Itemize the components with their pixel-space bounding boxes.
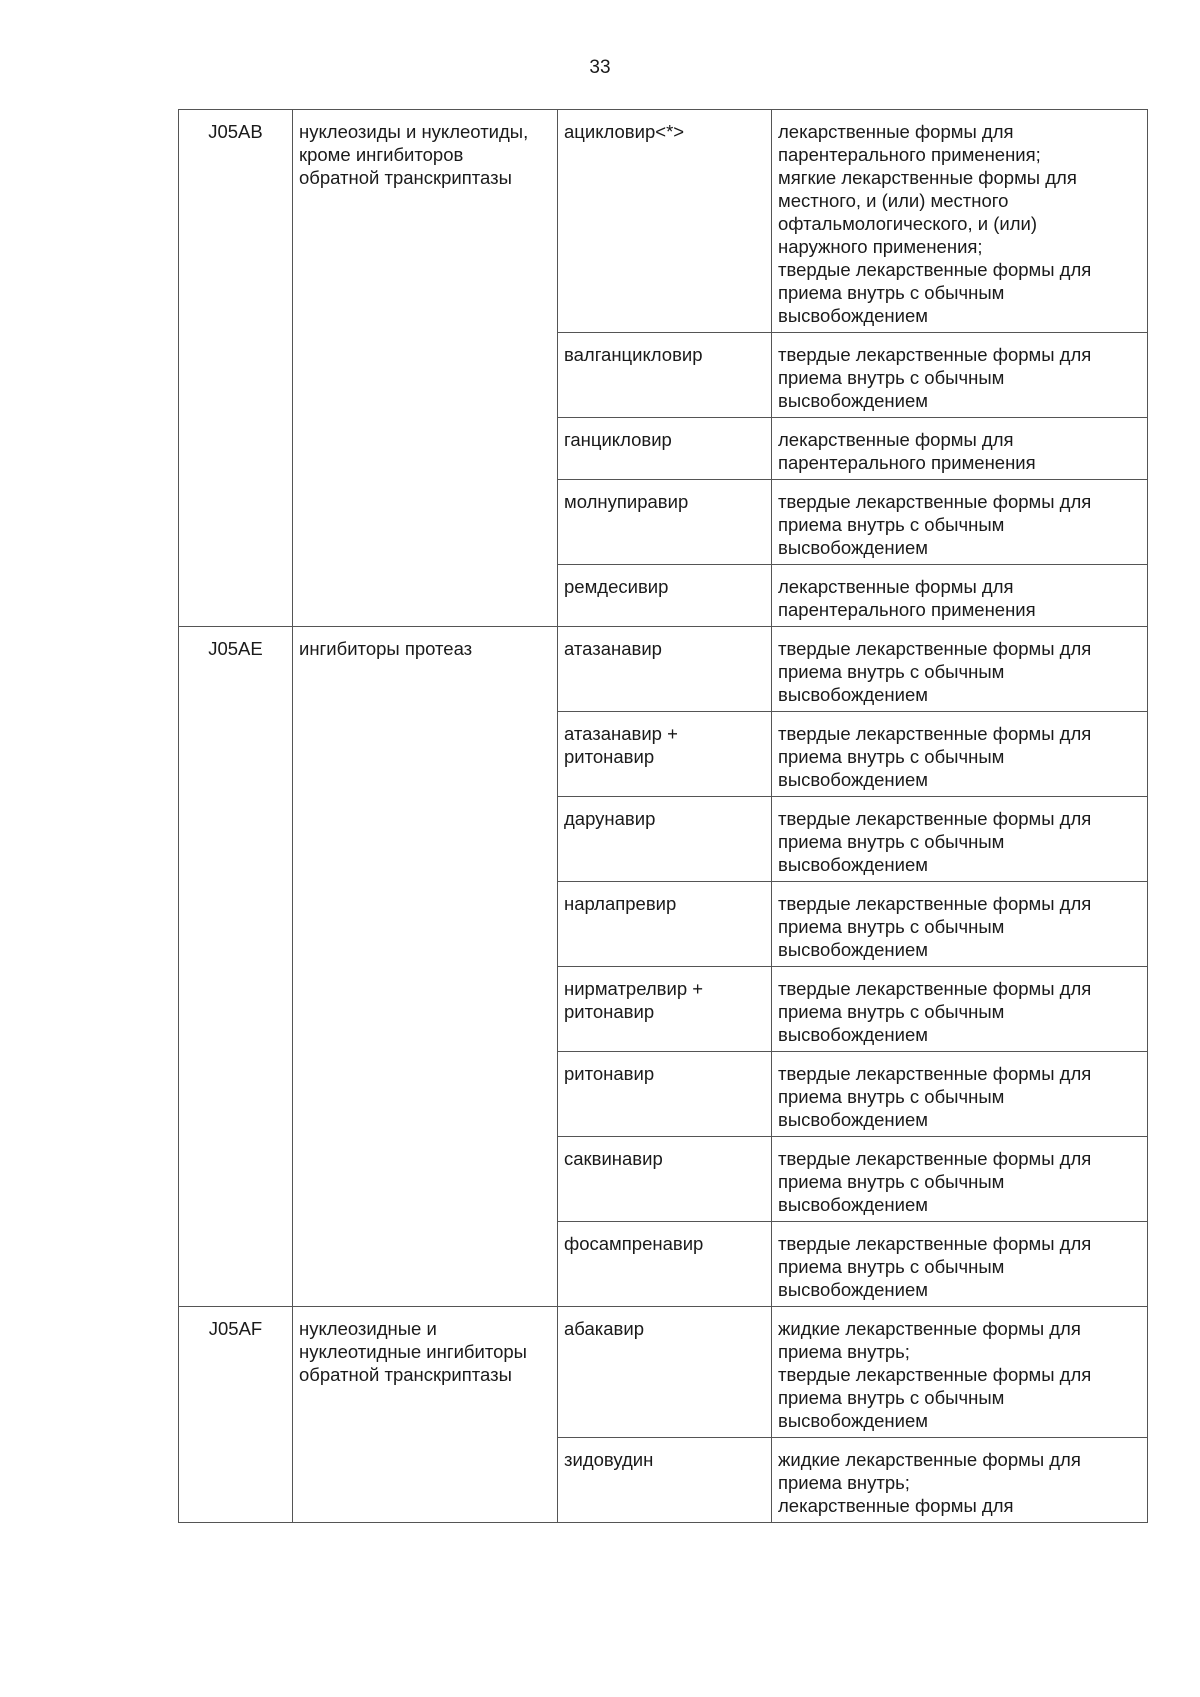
table-body [179,110,1148,1523]
drug-name-cell: атазанавир + ритонавир [558,712,772,797]
table-row [179,110,1148,333]
dosage-form-cell: жидкие лекарственные формы для приема внутрь; твердые лекарственные формы для приема внутрь с обычным высвобождением [772,1307,1148,1438]
dosage-form-cell: твердые лекарственные формы для приема внутрь с обычным высвобождением [772,797,1148,882]
drug-name-cell: ганцикловир [558,418,772,480]
drug-name-cell: дарунавир [558,797,772,882]
page-number: 33 [589,57,611,78]
atc-code-cell: J05AB [179,110,293,627]
drug-name-cell: фосампренавир [558,1222,772,1307]
dosage-form-cell: твердые лекарственные формы для приема внутрь с обычным высвобождением [772,712,1148,797]
dosage-form-cell: жидкие лекарственные формы для приема внутрь; лекарственные формы для [772,1438,1148,1523]
dosage-form-cell: твердые лекарственные формы для приема внутрь с обычным высвобождением [772,1052,1148,1137]
dosage-form-cell: лекарственные формы для парентерального применения [772,418,1148,480]
dosage-form-cell: твердые лекарственные формы для приема внутрь с обычным высвобождением [772,882,1148,967]
dosage-form-cell: твердые лекарственные формы для приема внутрь с обычным высвобождением [772,480,1148,565]
dosage-form-cell: лекарственные формы для парентерального применения; мягкие лекарственные формы для местного, и (или) местного офтальмологического, и (или) наружного применения; твердые лекарственные формы для приема внутрь с обычным высвобождением [772,110,1148,333]
drug-name-cell: валганцикловир [558,333,772,418]
dosage-form-cell: твердые лекарственные формы для приема внутрь с обычным высвобождением [772,967,1148,1052]
drug-name-cell: абакавир [558,1307,772,1438]
drug-name-cell: саквинавир [558,1137,772,1222]
drug-name-cell: атазанавир [558,627,772,712]
drug-table [178,109,1148,1523]
group-name-cell: нуклеозиды и нуклеотиды, кроме ингибиторов обратной транскриптазы [293,110,558,627]
table-row [179,1307,1148,1438]
drug-name-cell: ритонавир [558,1052,772,1137]
dosage-form-cell: твердые лекарственные формы для приема внутрь с обычным высвобождением [772,333,1148,418]
drug-name-cell: нарлапревир [558,882,772,967]
group-name-cell: нуклеозидные и нуклеотидные ингибиторы обратной транскриптазы [293,1307,558,1523]
drug-name-cell: нирматрелвир + ритонавир [558,967,772,1052]
drug-name-cell: зидовудин [558,1438,772,1523]
drug-name-cell: ацикловир<*> [558,110,772,333]
atc-code-cell: J05AF [179,1307,293,1523]
group-name-cell: ингибиторы протеаз [293,627,558,1307]
dosage-form-cell: твердые лекарственные формы для приема внутрь с обычным высвобождением [772,1222,1148,1307]
dosage-form-cell: твердые лекарственные формы для приема внутрь с обычным высвобождением [772,1137,1148,1222]
atc-code-cell: J05AE [179,627,293,1307]
drug-name-cell: молнупиравир [558,480,772,565]
drug-name-cell: ремдесивир [558,565,772,627]
table-row [179,627,1148,712]
dosage-form-cell: лекарственные формы для парентерального применения [772,565,1148,627]
dosage-form-cell: твердые лекарственные формы для приема внутрь с обычным высвобождением [772,627,1148,712]
